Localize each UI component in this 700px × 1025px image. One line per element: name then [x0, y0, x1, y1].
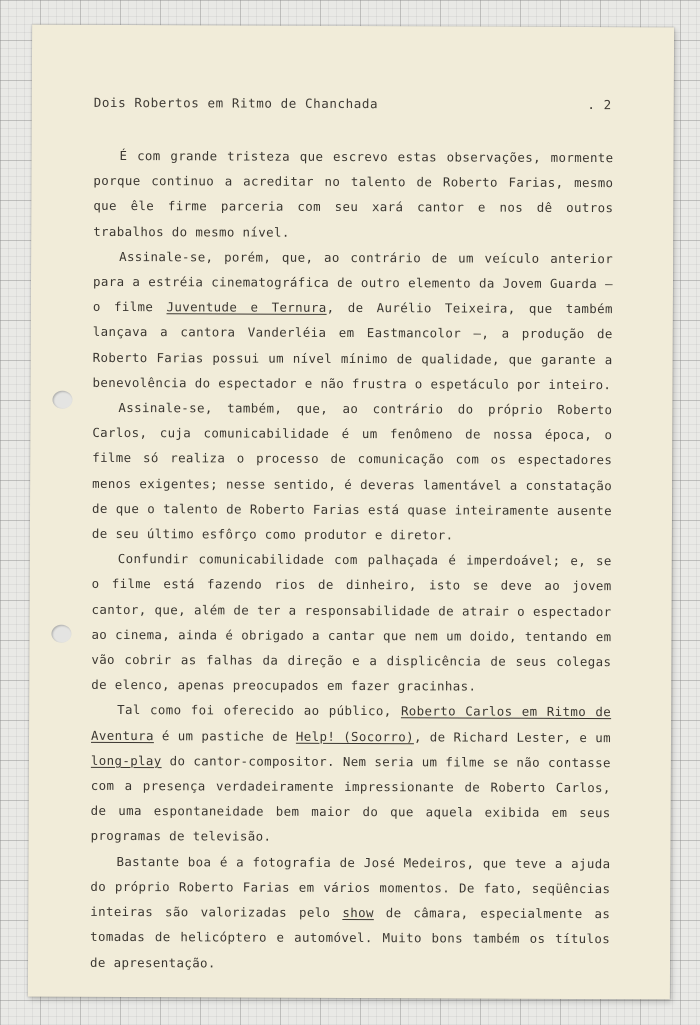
- text-run: é um pastiche de: [153, 727, 296, 744]
- punch-hole: [52, 391, 72, 409]
- text-run: Confundir comunicabilidade com palhaçada é imperdoável; e, se o filme está fazendo rios de dinheiro, isto se deve ao jovem cantor, que, além de ter a responsabilidade de atrair o espectador ao cinema, ainda é obrigado a cantar que nem um doido, tentando em vão cobrir as falhas da direção e a displicência de seus colegas de elenco, apenas preocupados em fazer gracinhas.: [91, 551, 612, 694]
- underlined-title: Help! (Socorro): [295, 728, 414, 744]
- text-run: , de Aurélio Teixeira, que também lançava a cantora Vanderléia em Eastmancolor —, a produção de Roberto Farias possui um nível mínimo de qualidade, que garante a benevolência do espectador e não frustra o espetáculo por inteiro.: [92, 300, 613, 392]
- text-run: Tal como foi oferecido ao público,: [117, 702, 401, 719]
- paragraph: [90, 849, 611, 977]
- text-run: Assinale-se, também, que, ao contrário do próprio Roberto Carlos, cuja comunicabilidade é um fenômeno de nossa época, o filme só realiza o processo de comunicação com os espectadores menos exigentes; nesse sentido, é deveras lamentável a constatação de que o talento de Roberto Farias está quase inteiramente ausente de seu último esfôrço como produtor e diretor.: [91, 400, 613, 543]
- page-number: . 2: [587, 97, 612, 113]
- paragraph: [91, 546, 612, 699]
- paragraph: [92, 395, 613, 548]
- punch-hole: [51, 625, 71, 643]
- text-run: de câmara, especialmente as tomadas de helicóptero e automóvel. Muito bons também os títulos de apresentação.: [90, 905, 611, 970]
- body-text: [90, 143, 614, 977]
- underlined-title: show: [342, 905, 374, 921]
- paragraph: [91, 697, 612, 850]
- paragraph: [93, 244, 614, 397]
- text-run: Assinale-se, porém, que, ao contrário de um veículo anterior para a estréia cinematográfica de outro elemento da Jovem Guarda — o filme: [92, 248, 614, 315]
- page-header: [94, 95, 612, 112]
- typed-page: [28, 25, 674, 1000]
- text-run: do cantor-compositor. Nem seria um filme se não contasse com a presença verdadeiramente impressionante de Roberto Carlos, de uma espontaneidade bem maior do que aquela exibida em seus programas de televisão.: [90, 753, 611, 845]
- document-title: Dois Robertos em Ritmo de Chanchada: [93, 94, 379, 112]
- paragraph: [93, 143, 613, 246]
- text-run: Bastante boa é a fotografia de José Medeiros, que teve a ajuda do próprio Roberto Farias em vários momentos. De fato, seqüências inteiras são valorizadas pelo: [90, 853, 611, 921]
- underlined-title: long-play: [90, 752, 162, 769]
- underlined-title: Roberto Carlos em Ritmo de Aventura: [90, 703, 612, 743]
- text-run: É com grande tristeza que escrevo estas observações, mormente porque continuo a acreditar no talento de Roberto Farias, mesmo que êle firme parceria com seu xará cantor e nos dê outros trabalhos do mesmo nível.: [93, 147, 614, 240]
- underlined-title: Juventude e Ternura: [166, 299, 327, 316]
- text-run: , de Richard Lester, e um: [413, 728, 612, 745]
